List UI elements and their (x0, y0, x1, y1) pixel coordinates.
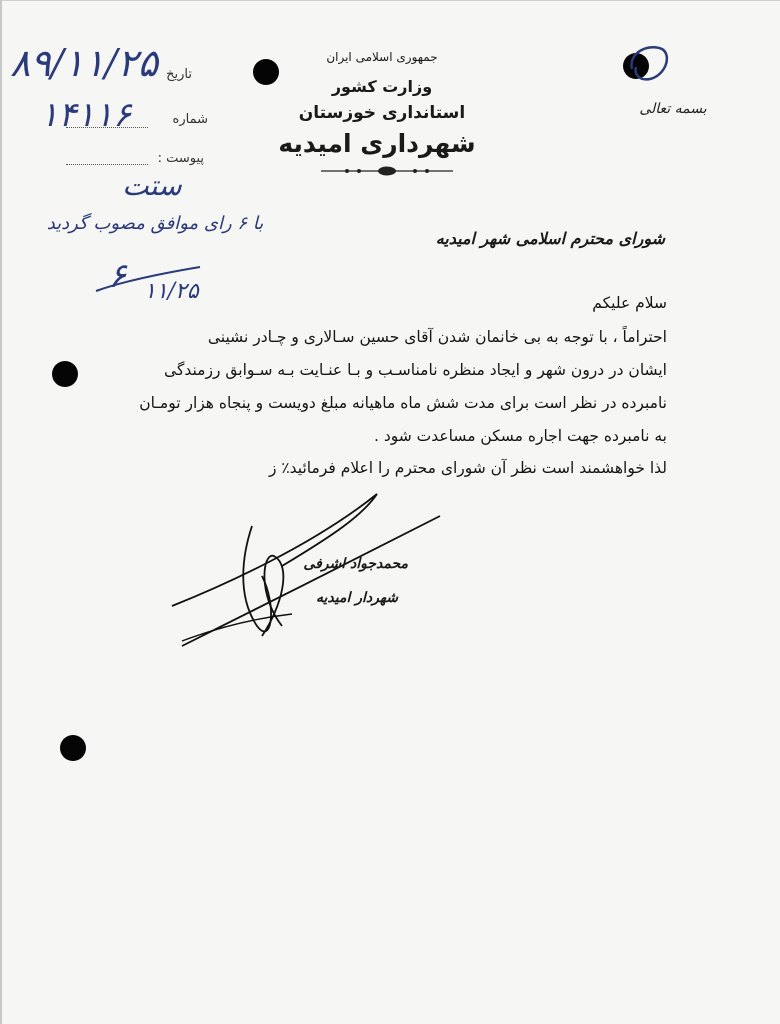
date-label: تاریخ (166, 67, 192, 82)
body-line-3: نامبرده در نظر است برای مدت شش ماه ماهیانه مبلغ دویست و پنجاه هزار تومـان (139, 394, 667, 412)
body-line-2: ایشان در درون شهر و ایجاد منظره نامناسـب و بـا عنـایت بـه سـوابق رزمندگی (164, 361, 667, 379)
ornament-divider-icon (317, 164, 457, 178)
number-label: شماره (172, 112, 208, 127)
greeting: سلام علیکم (592, 294, 667, 312)
handwritten-date: ۸۹/۱۱/۲۵ (10, 41, 159, 85)
handwritten-approval-note: با ۶ رای موافق مصوب گردید (46, 213, 264, 234)
republic-heading: جمهوری اسلامی ایران (326, 50, 438, 64)
body-line-4: به نامبرده جهت اجاره مسکن مساعدت شود . (373, 427, 667, 445)
handwritten-number: ۱۴۱۱۶ (40, 95, 132, 135)
attachment-underline (66, 163, 148, 165)
circle-doodle-icon (622, 39, 674, 85)
annotation-stroke-icon (94, 263, 204, 293)
municipality-heading: شهرداری امیدیه (278, 129, 476, 158)
signer-name: محمدجواد اشرفی (303, 556, 408, 572)
governorate-heading: استانداری خوزستان (298, 103, 466, 123)
punch-hole-top-left (253, 59, 279, 85)
body-line-1: احتراماً ، با توجه به بی خانمان شدن آقای حسین سـالاری و چـادر نشینی (207, 328, 667, 346)
punch-hole-middle (52, 361, 78, 387)
ministry-heading: وزارت کشور (331, 77, 433, 96)
handwritten-initials: ستت (122, 169, 182, 202)
body-line-5: لذا خواهشمند است نظر آن شورای محترم را اعلام فرمائید٪ ز (268, 459, 667, 477)
handwritten-annotation-date: ۱۱/۲۵ (144, 279, 199, 304)
recipient-line: شورای محترم اسلامی شهر امیدیه (435, 229, 665, 248)
attachment-label: پیوست : (157, 151, 204, 166)
handwritten-annotation-number: ۶ (108, 256, 127, 296)
signer-title: شهردار امیدیه (315, 590, 398, 606)
punch-hole-lower (60, 735, 86, 761)
bismillah-calligraphy: بسمه تعالی (639, 101, 707, 117)
